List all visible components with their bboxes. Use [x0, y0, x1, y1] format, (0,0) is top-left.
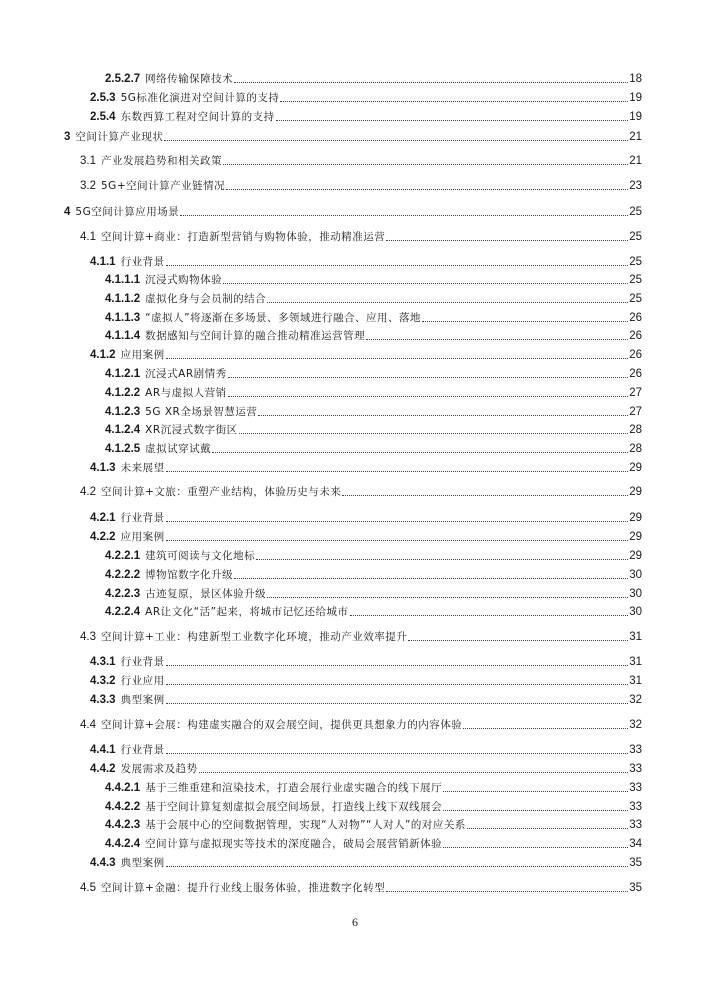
toc-entry[interactable] — [0, 253, 710, 271]
dot-leader — [166, 470, 629, 472]
toc-entry[interactable] — [0, 459, 710, 477]
toc-entry-number: 4.2.2.2 — [105, 569, 141, 581]
toc-entry[interactable] — [0, 741, 710, 759]
toc-entry[interactable] — [0, 566, 710, 584]
toc-entry-number: 3.1 — [80, 155, 96, 167]
toc-entry-number: 4.1.2.2 — [105, 387, 141, 399]
toc-entry-title: AR让文化“活”起来，将城市记忆还给城市 — [145, 606, 349, 618]
toc-entry-number: 4.3.2 — [90, 675, 116, 687]
toc-entry-title: 网络传输保障技术 — [145, 73, 234, 85]
toc-entry[interactable] — [0, 483, 710, 501]
toc-entry[interactable] — [0, 603, 710, 621]
toc-entry[interactable] — [0, 271, 710, 289]
dot-leader — [166, 264, 629, 266]
toc-entry[interactable] — [0, 403, 710, 421]
dot-leader — [258, 414, 628, 416]
toc-entry-page: 33 — [629, 819, 642, 831]
toc-entry-number: 4.4.2.1 — [105, 782, 141, 794]
toc-entry-page: 19 — [629, 111, 642, 123]
dot-leader — [180, 214, 628, 216]
toc-entry-title: 未来展望 — [120, 462, 165, 474]
toc-entry-page: 35 — [629, 882, 642, 894]
dot-leader — [228, 395, 629, 397]
dot-leader — [164, 139, 628, 141]
toc-entry-number: 4.2.1 — [90, 512, 116, 524]
dot-leader — [467, 827, 628, 829]
toc-entry-title: 虚拟化身与会员制的结合 — [145, 293, 267, 305]
toc-entry[interactable] — [0, 779, 710, 797]
dot-leader — [267, 596, 628, 598]
toc-entry[interactable] — [0, 309, 710, 327]
toc-entry-number: 3.2 — [80, 180, 96, 192]
toc-entry-page: 35 — [629, 857, 642, 869]
toc-entry-page: 25 — [629, 293, 642, 305]
toc-entry-title: AR与虚拟人营销 — [145, 387, 227, 399]
toc-entry-number: 4.4.2.2 — [105, 801, 141, 813]
dot-leader — [223, 163, 628, 165]
toc-entry-title: 空间计算+商业：打造新型营销与购物体验，推动精准运营 — [101, 231, 386, 243]
toc-entry[interactable] — [0, 816, 710, 834]
toc-entry-number: 4.2.2.1 — [105, 550, 141, 562]
dot-leader — [267, 301, 628, 303]
toc-entry-title: 应用案例 — [120, 349, 165, 361]
toc-entry[interactable] — [0, 440, 710, 458]
dot-leader — [226, 188, 628, 190]
toc-entry-number: 4.3 — [80, 631, 96, 643]
dot-leader — [342, 494, 628, 496]
toc-entry-page: 27 — [629, 406, 642, 418]
toc-entry[interactable] — [0, 716, 710, 734]
dot-leader — [276, 119, 629, 121]
toc-entry-title: 典型案例 — [120, 857, 165, 869]
toc-entry-number: 4.4.2 — [90, 763, 116, 775]
toc-entry-number: 4.1.2.1 — [105, 368, 141, 380]
dot-leader — [166, 520, 629, 522]
toc-entry-title: 基于三维重建和渲染技术，打造会展行业虚实融合的线下展厅 — [145, 782, 443, 794]
dot-leader — [463, 727, 628, 729]
toc-entry-page: 21 — [629, 131, 642, 143]
toc-entry-page: 23 — [629, 180, 642, 192]
toc-entry-number: 2.5.3 — [90, 92, 116, 104]
toc-entry-number: 4.1.1.3 — [105, 312, 141, 324]
dot-leader — [443, 809, 628, 811]
toc-entry-number: 4.3.1 — [90, 656, 116, 668]
toc-entry-number: 4.2.2.3 — [105, 588, 141, 600]
dot-leader — [166, 539, 629, 541]
dot-leader — [422, 320, 628, 322]
toc-entry[interactable] — [0, 672, 710, 690]
toc-entry-page: 29 — [629, 550, 642, 562]
dot-leader — [199, 771, 629, 773]
toc-entry[interactable] — [0, 628, 710, 646]
toc-entry-page: 31 — [629, 656, 642, 668]
toc-entry-title: 建筑可阅读与文化地标 — [145, 550, 256, 562]
toc-entry-number: 4.1.2.5 — [105, 443, 141, 455]
toc-entry-number: 4.1.2 — [90, 349, 116, 361]
dot-leader — [443, 790, 628, 792]
toc-entry[interactable] — [0, 346, 710, 364]
toc-entry[interactable] — [0, 509, 710, 527]
toc-entry[interactable] — [0, 365, 710, 383]
toc-entry-page: 29 — [629, 486, 642, 498]
toc-entry-page: 25 — [629, 206, 642, 218]
toc-entry-number: 4.1 — [80, 231, 96, 243]
toc-entry[interactable] — [0, 653, 710, 671]
toc-entry-title: 虚拟试穿试戴 — [145, 443, 212, 455]
toc-entry-title: 发展需求及趋势 — [120, 763, 198, 775]
toc-entry-page: 29 — [629, 512, 642, 524]
toc-entry-page: 30 — [629, 588, 642, 600]
toc-entry[interactable] — [0, 228, 710, 246]
toc-entry-page: 28 — [629, 443, 642, 455]
toc-entry[interactable] — [0, 152, 710, 170]
toc-entry-number: 4.1.1.1 — [105, 274, 141, 286]
dot-leader — [408, 639, 628, 641]
dot-leader — [234, 81, 628, 83]
toc-entry[interactable] — [0, 108, 710, 126]
dot-leader — [166, 683, 629, 685]
toc-entry[interactable] — [0, 879, 710, 897]
toc-entry-number: 4.2 — [80, 486, 96, 498]
toc-entry-title: “虚拟人”将逐渐在多场景、多领域进行融合、应用、落地 — [145, 312, 422, 324]
dot-leader — [280, 100, 628, 102]
dot-leader — [350, 614, 629, 616]
toc-entry-page: 25 — [629, 256, 642, 268]
toc-entry-page: 33 — [629, 782, 642, 794]
toc-entry-title: 空间计算+金融：提升行业线上服务体验，推进数字化转型 — [101, 882, 386, 894]
toc-entry[interactable] — [0, 421, 710, 439]
dot-leader — [212, 451, 628, 453]
toc-entry-title: 博物馆数字化升级 — [145, 569, 234, 581]
toc-entry-number: 4.1.1.4 — [105, 330, 141, 342]
toc-entry-number: 4.1.2.3 — [105, 406, 141, 418]
toc-entry[interactable] — [0, 585, 710, 603]
dot-leader — [256, 558, 628, 560]
dot-leader — [166, 752, 629, 754]
toc-entry-title: 5G XR全场景智慧运营 — [145, 406, 258, 418]
toc-entry-page: 19 — [629, 92, 642, 104]
toc-entry-title: 行业应用 — [120, 675, 165, 687]
dot-leader — [386, 890, 628, 892]
toc-entry-page: 25 — [629, 274, 642, 286]
toc-entry-title: 数据感知与空间计算的融合推动精准运营管理 — [145, 330, 366, 342]
toc-entry-number: 4.5 — [80, 882, 96, 894]
dot-leader — [386, 239, 628, 241]
toc-entry-number: 4.1.1 — [90, 256, 116, 268]
toc-entry-page: 26 — [629, 312, 642, 324]
toc-entry-number: 4.2.2 — [90, 531, 116, 543]
toc-entry-title: 空间计算+工业：构建新型工业数字化环境，推动产业效率提升 — [101, 631, 408, 643]
toc-entry[interactable] — [0, 547, 710, 565]
toc-entry[interactable] — [0, 760, 710, 778]
dot-leader — [228, 376, 629, 378]
toc-entry-number: 4.4.1 — [90, 744, 116, 756]
toc-entry[interactable] — [0, 384, 710, 402]
toc-entry-title: 5G标准化演进对空间计算的支持 — [120, 92, 280, 104]
toc-entry-page: 33 — [629, 763, 642, 775]
toc-entry-number: 4.1.3 — [90, 462, 116, 474]
toc-entry-page: 32 — [629, 719, 642, 731]
toc-entry[interactable] — [0, 691, 710, 709]
toc-entry-page: 34 — [629, 838, 642, 850]
toc-entry[interactable] — [0, 128, 710, 146]
toc-entry[interactable] — [0, 854, 710, 872]
toc-entry-page: 33 — [629, 744, 642, 756]
toc-entry[interactable] — [0, 70, 710, 88]
toc-entry-number: 4.1.1.2 — [105, 293, 141, 305]
toc-entry-page: 25 — [629, 231, 642, 243]
toc-entry-title: 空间计算产业现状 — [75, 131, 164, 143]
toc-entry-title: 基于会展中心的空间数据管理，实现“人对物”“人对人”的对应关系 — [145, 819, 466, 831]
toc-entry-title: 东数西算工程对空间计算的支持 — [120, 111, 275, 123]
toc-entry[interactable] — [0, 835, 710, 853]
toc-entry-number: 4.4.3 — [90, 857, 116, 869]
toc-entry-title: 5G空间计算应用场景 — [75, 206, 180, 218]
toc-entry-number: 4.4.2.4 — [105, 838, 141, 850]
toc-entry-number: 4 — [64, 206, 71, 218]
toc-entry-title: 5G+空间计算产业链情况 — [101, 180, 226, 192]
toc-entry-title: 古迹复原，景区体验升级 — [145, 588, 267, 600]
toc-entry-title: 应用案例 — [120, 531, 165, 543]
toc-entry-number: 4.4.2.3 — [105, 819, 141, 831]
dot-leader — [443, 846, 628, 848]
toc-entry-page: 30 — [629, 606, 642, 618]
toc-entry-page: 18 — [629, 73, 642, 85]
toc-entry-page: 26 — [629, 368, 642, 380]
toc-entry-page: 27 — [629, 387, 642, 399]
toc-entry-number: 4.4 — [80, 719, 96, 731]
toc-entry-title: 空间计算与虚拟现实等技术的深度融合，破局会展营销新体验 — [145, 838, 443, 850]
dot-leader — [234, 577, 628, 579]
toc-entry-page: 21 — [629, 155, 642, 167]
toc-entry-number: 2.5.2.7 — [105, 73, 141, 85]
toc-entry-page: 30 — [629, 569, 642, 581]
toc-entry[interactable] — [0, 177, 710, 195]
dot-leader — [366, 338, 628, 340]
toc-entry-number: 4.1.2.4 — [105, 424, 141, 436]
toc-entry-title: 基于空间计算复刻虚拟会展空间场景，打造线上线下双线展会 — [145, 801, 443, 813]
toc-entry-number: 2.5.4 — [90, 111, 116, 123]
toc-entry-title: 典型案例 — [120, 694, 165, 706]
page-number: 6 — [352, 915, 358, 929]
toc-entry-page: 26 — [629, 330, 642, 342]
toc-entry-number: 3 — [64, 131, 71, 143]
dot-leader — [223, 282, 628, 284]
toc-entry[interactable] — [0, 327, 710, 345]
toc-entry-title: 沉浸式购物体验 — [145, 274, 223, 286]
dot-leader — [166, 664, 629, 666]
toc-entry-number: 4.3.3 — [90, 694, 116, 706]
toc-entry-page: 33 — [629, 801, 642, 813]
toc-entry-title: XR沉浸式数字街区 — [145, 424, 238, 436]
toc-entry-title: 行业背景 — [120, 656, 165, 668]
toc-entry-title: 行业背景 — [120, 256, 165, 268]
toc-entry-number: 4.2.2.4 — [105, 606, 141, 618]
toc-entry-title: 空间计算+文旅：重塑产业结构，体验历史与未来 — [101, 486, 342, 498]
toc-entry-title: 沉浸式AR剧情秀 — [145, 368, 227, 380]
dot-leader — [239, 432, 629, 434]
toc-entry[interactable] — [0, 203, 710, 221]
toc-entry-page: 31 — [629, 675, 642, 687]
toc-entry-title: 行业背景 — [120, 512, 165, 524]
toc-entry-page: 31 — [629, 631, 642, 643]
toc-entry-page: 29 — [629, 531, 642, 543]
dot-leader — [166, 865, 629, 867]
toc-entry[interactable] — [0, 528, 710, 546]
toc-entry-page: 26 — [629, 349, 642, 361]
toc-entry-title: 空间计算+会展：构建虚实融合的双会展空间，提供更具想象力的内容体验 — [101, 719, 463, 731]
toc-entry[interactable] — [0, 798, 710, 816]
dot-leader — [166, 702, 629, 704]
toc-entry-title: 行业背景 — [120, 744, 165, 756]
toc-entry-title: 产业发展趋势和相关政策 — [101, 155, 222, 167]
dot-leader — [166, 357, 629, 359]
toc-entry[interactable] — [0, 89, 710, 107]
toc-entry-page: 32 — [629, 694, 642, 706]
toc-entry-page: 29 — [629, 462, 642, 474]
toc-entry[interactable] — [0, 290, 710, 308]
toc-entry-page: 28 — [629, 424, 642, 436]
